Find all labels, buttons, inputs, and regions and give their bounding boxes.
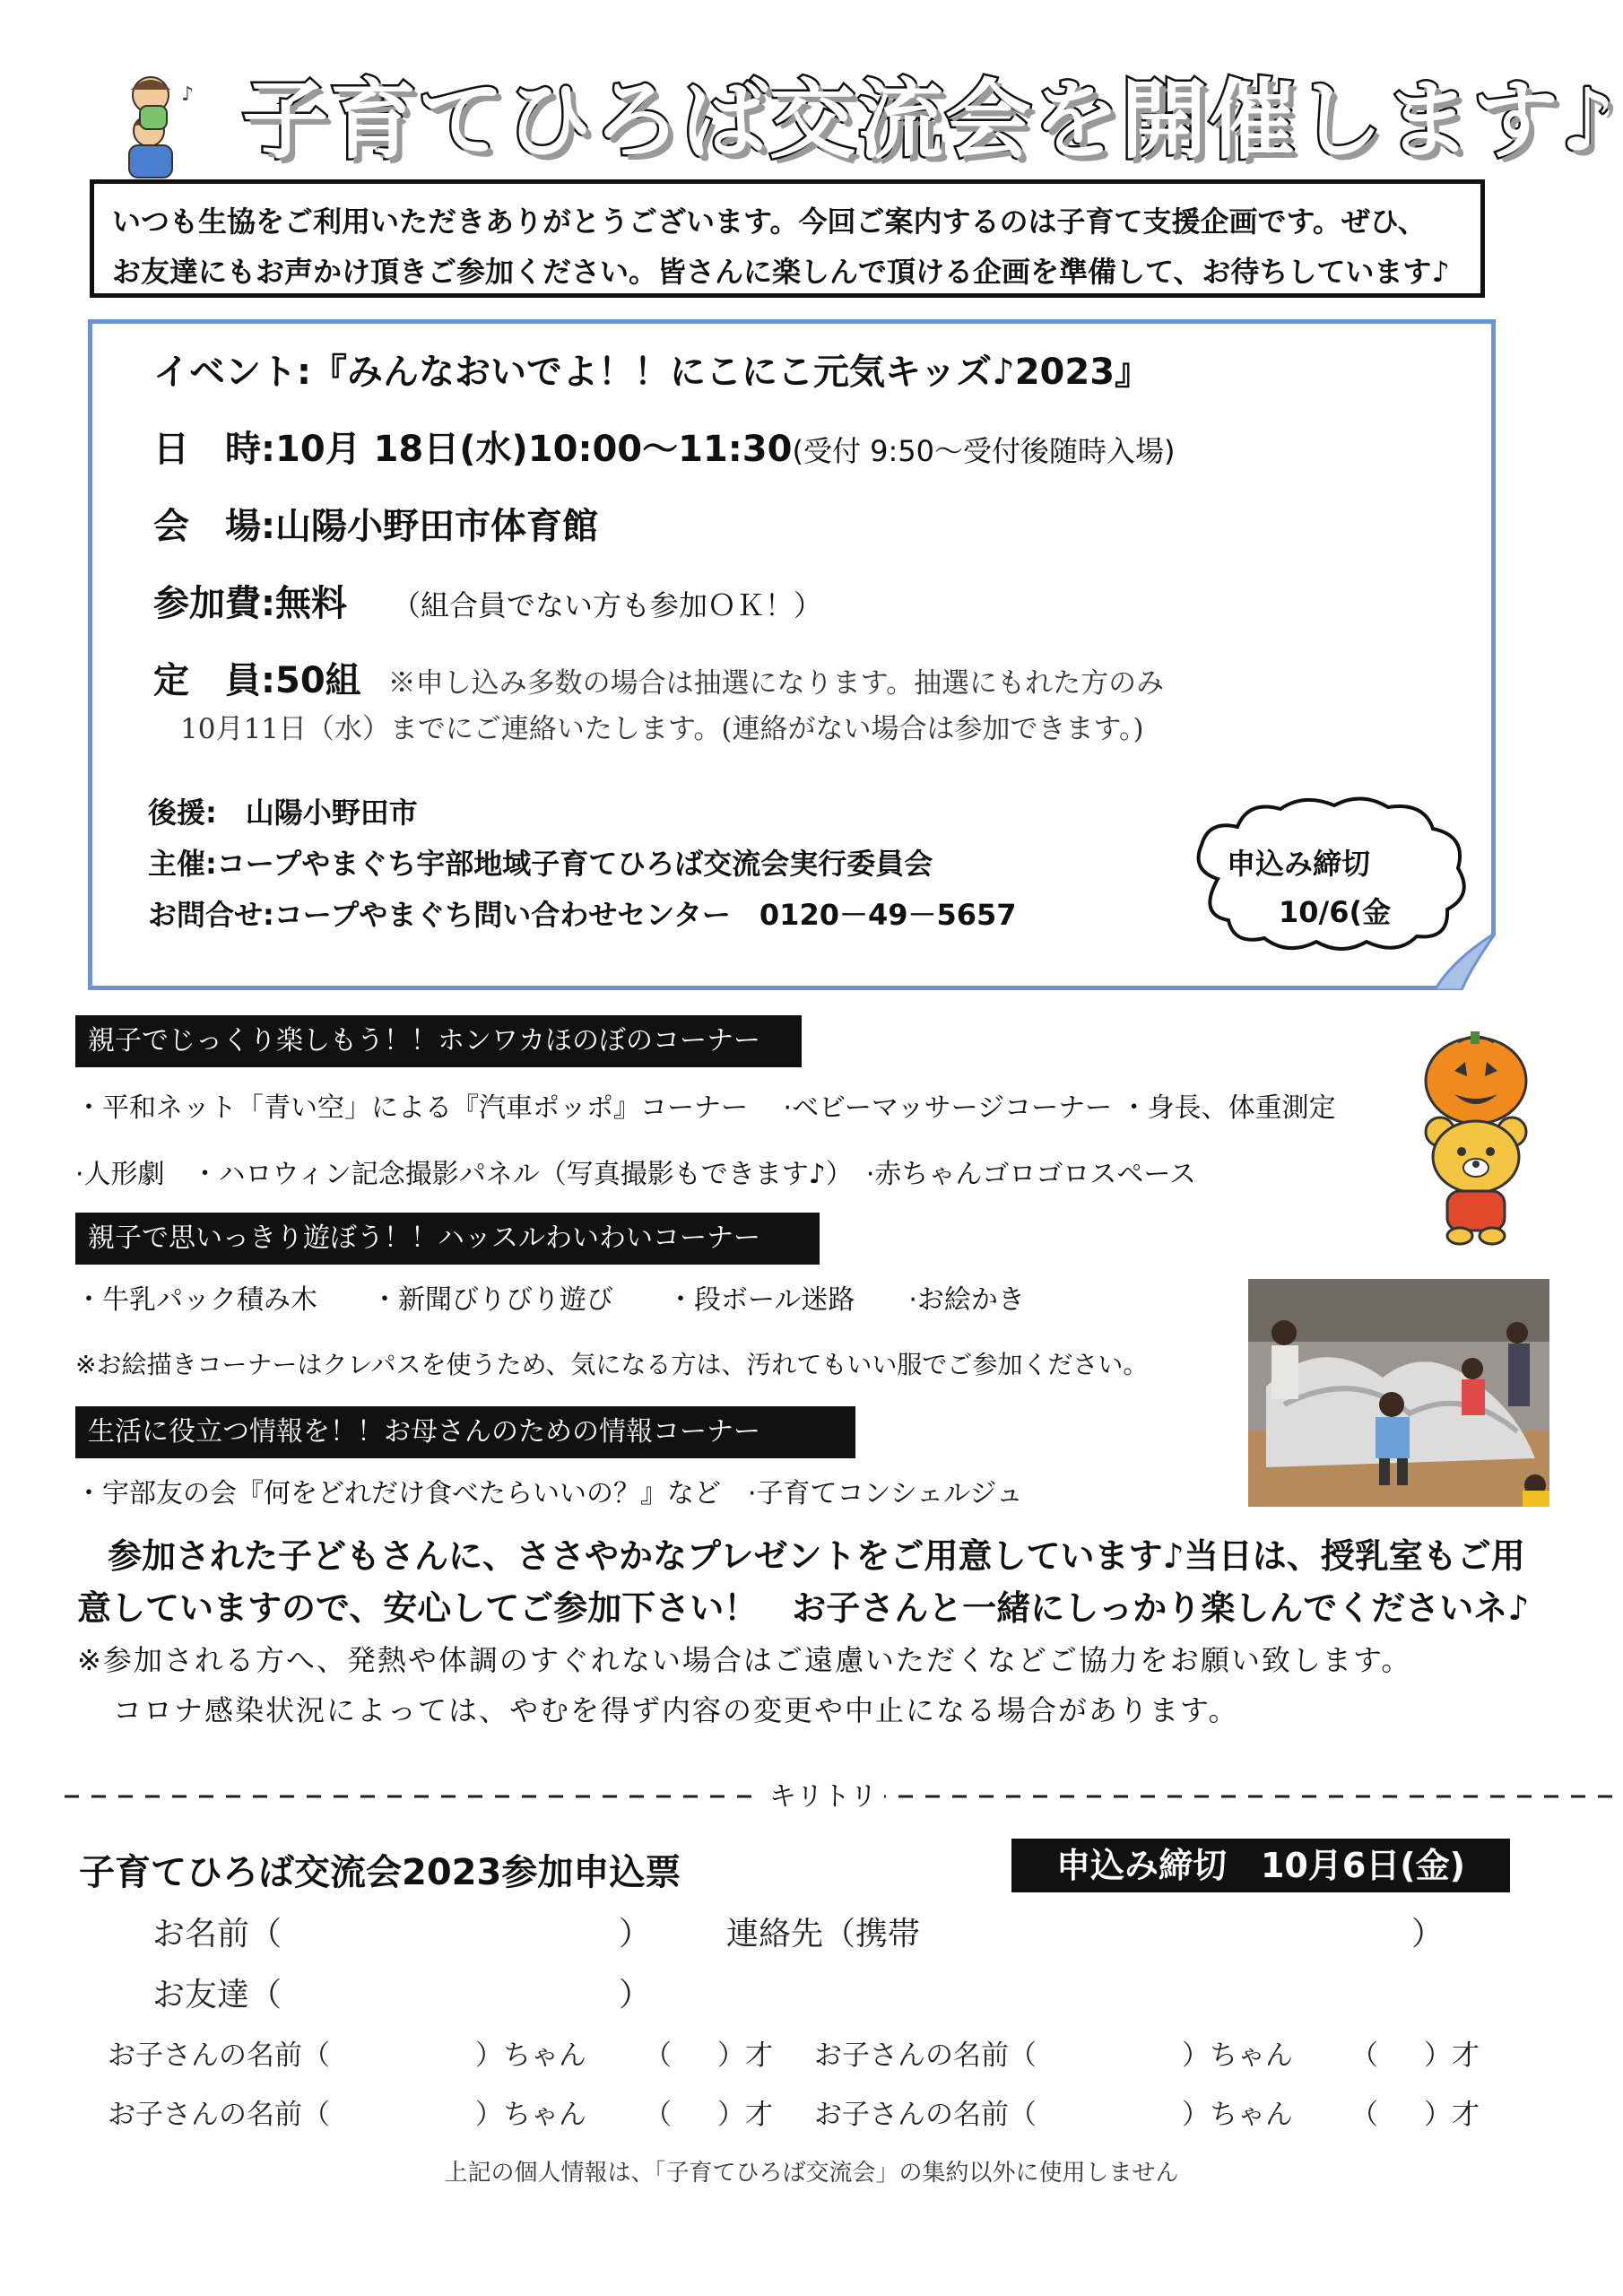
event-support: 後援: 山陽小野田市 [148,796,418,830]
event-photo [1248,1279,1549,1507]
form-deadline: 申込み締切 10月6日(金) [1011,1839,1510,1892]
form-age-close: ）才 [717,2039,773,2072]
cloud-bubble-icon [1182,789,1478,955]
form-child-chan: ）ちゃん [1182,2099,1293,2131]
deadline-date: 10/6(金 [1279,895,1392,929]
page-fold-icon [1435,933,1496,990]
form-title: 子育てひろば交流会2023参加申込票 [79,1852,681,1893]
event-capacity [153,652,1164,703]
event-capacity-main: 定 員:50組 [153,660,361,701]
event-capacity-note-1: ※申し込み多数の場合は抽選になります。抽選にもれた方のみ [387,667,1165,700]
event-datetime-main: 日 時:10月 18日(水)10:00～11:30 [153,429,793,470]
event-venue: 会 場:山陽小野田市体育館 [153,506,598,547]
form-age-open: （ [644,2039,672,2072]
intro-box [90,179,1485,298]
form-friend-close: ） [619,1977,652,2013]
closing-note-2: コロナ感染状況によっては、やむを得ず内容の変更や中止になる場合があります。 [113,1693,1239,1727]
form-child-chan: ）ちゃん [1182,2039,1293,2072]
section-3-line-1: ・宇部友の会『何をどれだけ食べたらいいの？』など ·子育てコンシェルジュ [75,1478,1023,1509]
section-2-line-2: ※お絵描きコーナーはクレパスを使うため、気になる方は、汚れてもいい服でご参加ください。 [75,1350,1149,1379]
section-2-line-1: ・牛乳パック積み木 ・新聞びりびり遊び ・段ボール迷路 ·お絵かき [75,1284,1025,1316]
pumpkin-bear-icon [1404,1031,1548,1247]
cut-label: キリトリ [762,1774,884,1813]
form-child-label: お子さんの名前（ [108,2039,330,2072]
event-name: イベント:『みんなおいでよ！！にこにこ元気キッズ♪2023』 [153,352,1151,393]
event-fee [153,575,822,626]
event-fee-main: 参加費:無料 [153,583,347,624]
form-contact-close: ） [1411,1916,1445,1952]
event-datetime [153,421,1175,472]
page-title: 子育てひろば交流会を開催します♪ [242,70,1618,170]
form-child-label: お子さんの名前（ [814,2099,1037,2131]
event-contact: お問合せ:コープやまぐち問い合わせセンター 0120－49－5657 [148,898,1017,932]
section-1-line-1: ・平和ネット「青い空」による『汽車ポッポ』コーナー ·ベビーマッサージコーナー ・身長、体重測定 [75,1092,1336,1124]
privacy-note: 上記の個人情報は、「子育てひろば交流会」の集約以外に使用しません [444,2160,1179,2187]
deadline-label: 申込み締切 [1227,847,1371,881]
form-age-open: （ [1350,2039,1378,2072]
form-name-close: ） [619,1916,652,1952]
closing-line-2: 意していますので、安心してご参加下さい！ お子さんと一緒にしっかり楽しんでくださいネ♪ [77,1588,1530,1628]
intro-line-2: お友達にもお声かけ頂きご参加ください。皆さんに楽しんで頂ける企画を準備して、お待ちしています♪ [112,255,1450,289]
closing-note-1: ※参加される方へ、発熱や体調のすぐれない場合はご遠慮いただくなどご協力をお願い致します。 [77,1643,1412,1677]
form-contact-label: 連絡先（携帯 [726,1916,921,1952]
section-heading-1: 親子でじっくり楽しもう！！ホンワカほのぼのコーナー [75,1015,802,1067]
form-child-chan: ）ちゃん [475,2099,586,2131]
section-heading-2: 親子で思いっきり遊ぼう！！ハッスルわいわいコーナー [75,1213,820,1265]
form-name-label: お名前（ [152,1916,282,1952]
form-age-open: （ [1350,2099,1378,2131]
family-illustration-icon [113,70,212,187]
form-child-chan: ）ちゃん [475,2039,586,2072]
form-age-close: ）才 [1424,2039,1480,2072]
section-heading-3: 生活に役立つ情報を！！お母さんのための情報コーナー [75,1406,855,1458]
form-friend-label: お友達（ [152,1977,282,2013]
section-1-line-2: ·人形劇 ・ハロウィン記念撮影パネル（写真撮影もできます♪） ·赤ちゃんゴロゴロスペース [75,1159,1196,1190]
form-child-label: お子さんの名前（ [108,2099,330,2131]
svg-text:♪: ♪ [181,83,195,106]
form-child-label: お子さんの名前（ [814,2039,1037,2072]
form-age-close: ）才 [1424,2099,1480,2131]
intro-line-1: いつも生協をご利用いただきありがとうございます。今回ご案内するのは子育て支援企画です。ぜひ、 [112,204,1427,239]
event-capacity-note-2: 10月11日（水）までにご連絡いたします。(連絡がない場合は参加できます。) [180,713,1144,745]
event-fee-sub: （組合員でない方も参加ＯＫ！） [391,588,822,622]
event-datetime-sub: (受付 9:50～受付後随時入場) [792,434,1176,468]
event-organizer: 主催:コープやまぐち宇部地域子育てひろば交流会実行委員会 [148,847,933,881]
form-age-open: （ [644,2099,672,2131]
closing-line-1: 参加された子どもさんに、ささやかなプレゼントをご用意しています♪当日は、授乳室もご用 [108,1536,1525,1576]
form-age-close: ）才 [717,2099,773,2131]
